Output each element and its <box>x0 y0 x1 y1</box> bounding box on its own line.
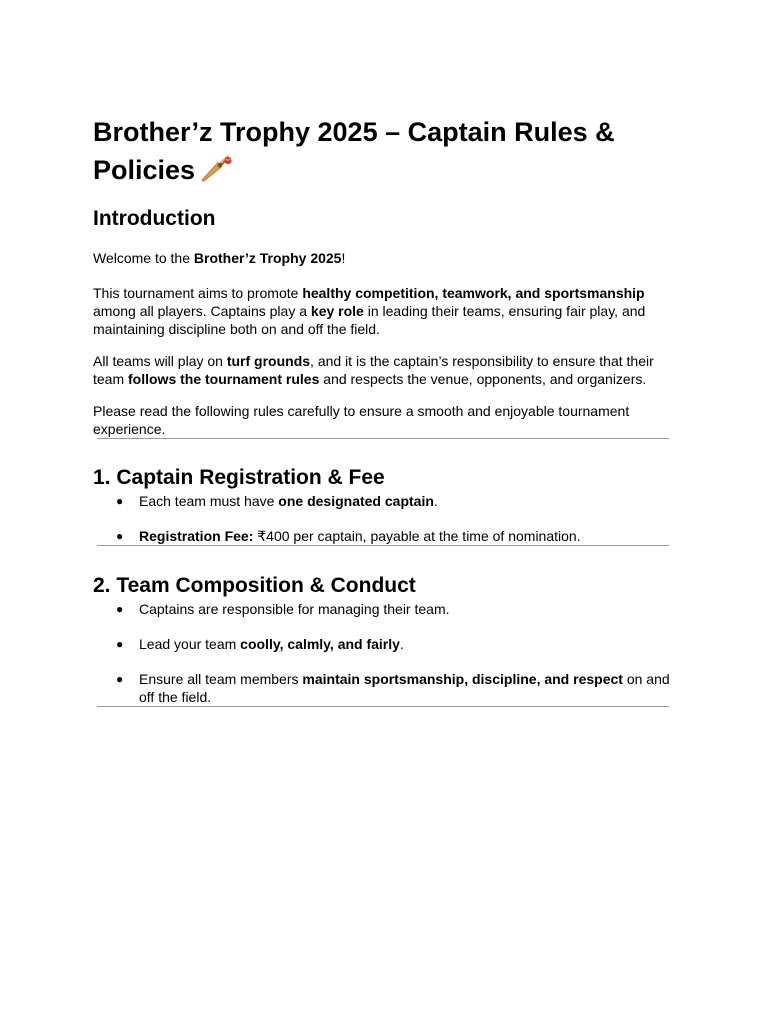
list-item <box>93 527 673 545</box>
list-item <box>93 670 673 706</box>
document-title <box>93 114 673 189</box>
turf-text-1: All teams will play on <box>93 353 227 369</box>
turf-paragraph <box>93 352 673 388</box>
section-divider <box>97 545 669 546</box>
aims-bold-1: healthy competition, teamwork, and sportsmanship <box>302 285 645 301</box>
bullet-icon: ● <box>116 602 124 616</box>
welcome-paragraph <box>93 249 673 267</box>
list-item-bold: maintain sportsmanship, discipline, and respect <box>302 671 623 687</box>
welcome-text: Welcome to the <box>93 250 194 266</box>
section-divider <box>97 438 669 439</box>
list-item-text: Lead your team <box>139 636 241 652</box>
aims-text-2: among all players. Captains play a <box>93 303 311 319</box>
bullet-icon: ● <box>116 672 124 686</box>
turf-bold-1: turf grounds <box>226 353 311 369</box>
bullet-icon: ● <box>116 529 124 543</box>
list-item-suffix: . <box>399 636 404 652</box>
document-page <box>93 114 673 707</box>
bullet-icon: ● <box>116 637 124 651</box>
list-item-text: Captains are responsible for managing their team. <box>139 601 450 617</box>
tournament-name: Brother’z Trophy 2025 <box>193 250 342 266</box>
list-item-text: Each team must have <box>139 493 279 509</box>
list-item-text: Ensure all team members <box>139 671 303 687</box>
section-1-list <box>93 492 673 545</box>
section-1-heading: 1. Captain Registration & Fee <box>93 466 385 489</box>
list-item <box>93 492 673 510</box>
introduction-heading: Introduction <box>93 207 216 230</box>
list-item-suffix: . <box>433 493 438 509</box>
aims-text-1: This tournament aims to promote <box>93 285 303 301</box>
list-item-bold: Registration Fee: <box>139 528 254 544</box>
list-item-bold: one designated captain <box>278 493 434 509</box>
bullet-icon: ● <box>116 494 124 508</box>
cricket-bat-icon <box>199 151 233 183</box>
list-item <box>93 600 673 618</box>
list-item <box>93 635 673 653</box>
section-divider <box>97 706 669 707</box>
section-2-list <box>93 600 673 706</box>
list-item-text: ₹400 per captain, payable at the time of nomination. <box>253 528 581 544</box>
document-title-text: Brother’z Trophy 2025 – Captain Rules & Policies <box>93 117 615 185</box>
read-rules-paragraph: Please read the following rules carefully to ensure a smooth and enjoyable tournament experience. <box>93 403 630 437</box>
welcome-suffix: ! <box>341 250 346 266</box>
turf-text-2: , and it is the captain’s responsibility to ensure that their team <box>93 353 654 387</box>
turf-bold-2: follows the tournament rules <box>128 371 320 387</box>
list-item-suffix: on and off the field. <box>139 671 670 705</box>
aims-paragraph <box>93 284 673 338</box>
list-item-bold: coolly, calmly, and fairly <box>240 636 400 652</box>
aims-bold-2: key role <box>310 303 364 319</box>
turf-text-3: and respects the venue, opponents, and organizers. <box>319 371 647 387</box>
aims-text-3: in leading their teams, ensuring fair play, and maintaining discipline both on and off the field. <box>93 303 646 337</box>
section-2-heading: 2. Team Composition & Conduct <box>93 574 416 597</box>
